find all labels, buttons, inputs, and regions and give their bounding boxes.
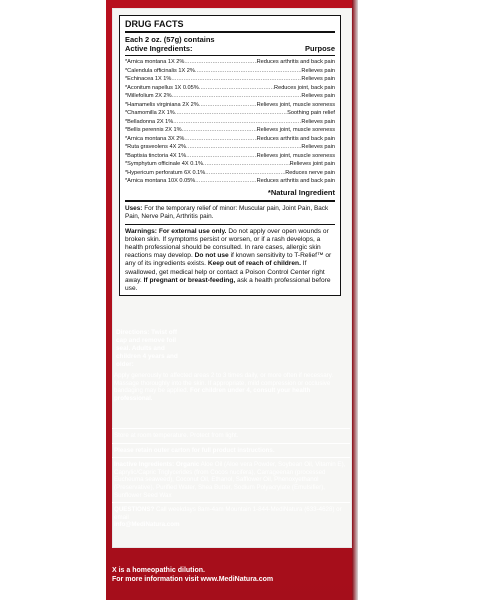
ingredient-row [125, 109, 335, 118]
warnings-text-1: Do not apply over open wounds or broken skin. If symptoms persist or worsen, or if a rash develops, a health professional should be consulted. In rare cases, allergic skin reactions may develop. [125, 227, 329, 260]
ingredient-leader-dots [182, 126, 257, 135]
ingredient-name: *Arnica montana 3X 2% [125, 135, 185, 142]
inactive-text: Aloe Oil (Aloe vera Powder, Soybean Oil, Vitamin E), Caprylic/Capric Triglycerides (from Cocos nucifera), Carrageenan (processed Eucheuma seaweed), Coconut Oil, Ethanol, Safflower Oil, Phenoxyethanol (Preservative), Purified Water, Shea Butter, Sodium Polyacrylate (Emulsifier), Sunflower Seed Wax [114, 461, 346, 499]
ingredient-row [125, 75, 335, 84]
drug-facts-title: DRUG FACTS [125, 19, 335, 33]
ingredient-name: *Echinacea 1X 1% [125, 76, 172, 82]
ingredient-purpose: Relieves joint, muscle soreness [256, 101, 335, 108]
ingredient-name: *Baptisia tinctoria 4X 1% [125, 152, 187, 159]
uses-text: For the temporary relief of minor: Muscular pain, Joint Pain, Back Pain, Nerve Pain, Arthritis pain. [125, 204, 329, 220]
ingredient-row [125, 58, 335, 67]
ingredient-leader-dots [195, 177, 256, 186]
ingredient-leader-dots [171, 75, 301, 84]
ingredient-name: *Millefolium 2X 2% [125, 93, 172, 99]
ingredient-row [125, 152, 335, 161]
pregnant-warning: If pregnant or breast-feeding, [143, 276, 236, 284]
ingredient-row [125, 177, 335, 186]
ingredient-leader-dots [172, 92, 302, 101]
ingredient-leader-dots [199, 84, 274, 93]
ingredient-leader-dots [205, 169, 285, 178]
ingredient-row [125, 67, 335, 76]
ingredient-purpose: Relieves joint pain [289, 161, 335, 167]
ingredient-leader-dots [186, 143, 301, 152]
directions-heading: Directions: Twist off cap and remove foil seal. Adults and children 4 years and older: [116, 329, 178, 368]
ingredient-purpose: Relieves joint, muscle soreness [256, 127, 335, 133]
ingredient-name: *Bellis perennis 2X 1% [125, 127, 182, 133]
ingredient-purpose: Relieves pain [301, 76, 335, 82]
ingredient-leader-dots [199, 101, 257, 110]
ingredient-leader-dots [186, 152, 256, 161]
drug-facts-label [119, 15, 341, 296]
ingredient-purpose: Relieves pain [301, 118, 335, 125]
ingredient-purpose: Reduces joint, back pain [274, 84, 335, 91]
active-label: Active Ingredients: [125, 44, 193, 53]
ingredient-list [125, 56, 335, 186]
ingredient-name: *Chamomilla 2X 1% [125, 110, 175, 116]
ingredient-name: *Symphytum officinale 4X 0.1% [125, 161, 203, 167]
ingredient-purpose: Relieves joint, muscle soreness [256, 152, 335, 159]
ingredient-leader-dots [195, 67, 302, 76]
ingredient-row [125, 92, 335, 101]
ingredient-name: *Arnica montana 1X 2% [125, 59, 185, 65]
purpose-label: Purpose [304, 44, 335, 53]
ingredient-purpose: Soothing pain relief [287, 110, 335, 116]
ingredient-name: *Calendula officinalis 1X 2% [125, 67, 195, 74]
warnings-section [125, 225, 335, 294]
warnings-text-4: ask a health professional before use. [125, 276, 331, 292]
ingredient-name: *Hypericum perforatum 6X 0.1% [125, 169, 206, 176]
ingredient-name: *Aconitum napellus 1X 0.05% [125, 84, 199, 91]
each-contains: Each 2 oz. (57g) contains [125, 35, 215, 44]
questions-text: Call weekdays 8am-4am Mountain 1-844-MediNatura (633-4628) or email [114, 506, 342, 521]
ingredient-name: *Hamamelis virginiana 2X 2% [125, 101, 199, 108]
ingredient-row [125, 84, 335, 93]
ingredient-leader-dots [175, 109, 287, 118]
warnings-text-2: if known sensitivity to T-Relief™ or any of its ingredients exists. [125, 252, 332, 268]
ingredient-row [125, 143, 335, 152]
ingredient-row [125, 169, 335, 178]
retain-text: Please retain outer carton for full product instructions. [114, 446, 275, 454]
storage-text: Store at room temperature. Protect from light. [112, 428, 350, 443]
inactive-ingredients [112, 457, 350, 502]
ingredient-purpose: Reduces arthritis and back pain [256, 59, 335, 65]
questions-block [112, 502, 350, 532]
children-under-4: For children under 4, consult your health professional. [114, 387, 311, 402]
ingredient-name: *Ruta graveolens 4X 2% [125, 144, 186, 150]
ingredient-purpose: Reduces arthritis and back pain [256, 135, 335, 142]
ingredient-name: *Arnica montana 10X 0.05% [125, 178, 196, 184]
ingredient-name: *Belladonna 2X 1% [125, 118, 174, 125]
ingredient-purpose: Reduces arthritis and back pain [256, 178, 335, 184]
ingredient-row [125, 135, 335, 144]
natural-ingredient-note: *Natural Ingredient [125, 186, 335, 202]
more-info-link[interactable]: For more information visit www.MediNatura.com [112, 576, 274, 583]
retain-carton [112, 443, 350, 458]
directions-text-block [114, 372, 350, 402]
directions-text: Apply generously to affected areas 2 to 3 times daily, or more often if necessary. Massage thoroughly into the skin. If appropriate, mild compression or occlusive bandaging may be applied. [114, 372, 334, 395]
footer [112, 566, 356, 584]
box-side-shade [352, 0, 358, 600]
ingredient-purpose: Relieves pain [301, 93, 335, 99]
ingredient-purpose: Relieves pain [301, 144, 335, 150]
ingredient-row [125, 160, 335, 169]
inactive-label: Inactive Ingredients: Organic [114, 461, 200, 469]
ingredient-leader-dots [173, 118, 301, 127]
uses-section [125, 202, 335, 225]
keep-out-of-reach: Keep out of reach of children. [207, 260, 301, 268]
ingredient-purpose: Reduces nerve pain [285, 169, 335, 176]
questions-email[interactable]: info@MediNatura.com [114, 521, 180, 529]
ingredient-purpose: Relieves pain [301, 67, 335, 74]
warnings-label: Warnings: For external use only. [125, 227, 227, 235]
uses-label: Uses: [125, 204, 143, 212]
ingredient-leader-dots [184, 135, 256, 144]
do-not-use: Do not use [194, 252, 229, 260]
ingredient-row [125, 126, 335, 135]
lower-info [112, 428, 350, 532]
active-ingredients-header [125, 44, 335, 56]
ingredient-leader-dots [203, 160, 290, 169]
ingredient-row [125, 101, 335, 110]
questions-label: QUESTIONS? [114, 506, 155, 514]
homeopathic-note: X is a homeopathic dilution. [112, 567, 205, 574]
warnings-text-3: If swallowed, get medical help or contact a Poison Control Center right away. [125, 260, 325, 284]
ingredient-row [125, 118, 335, 127]
ingredient-leader-dots [184, 58, 256, 67]
